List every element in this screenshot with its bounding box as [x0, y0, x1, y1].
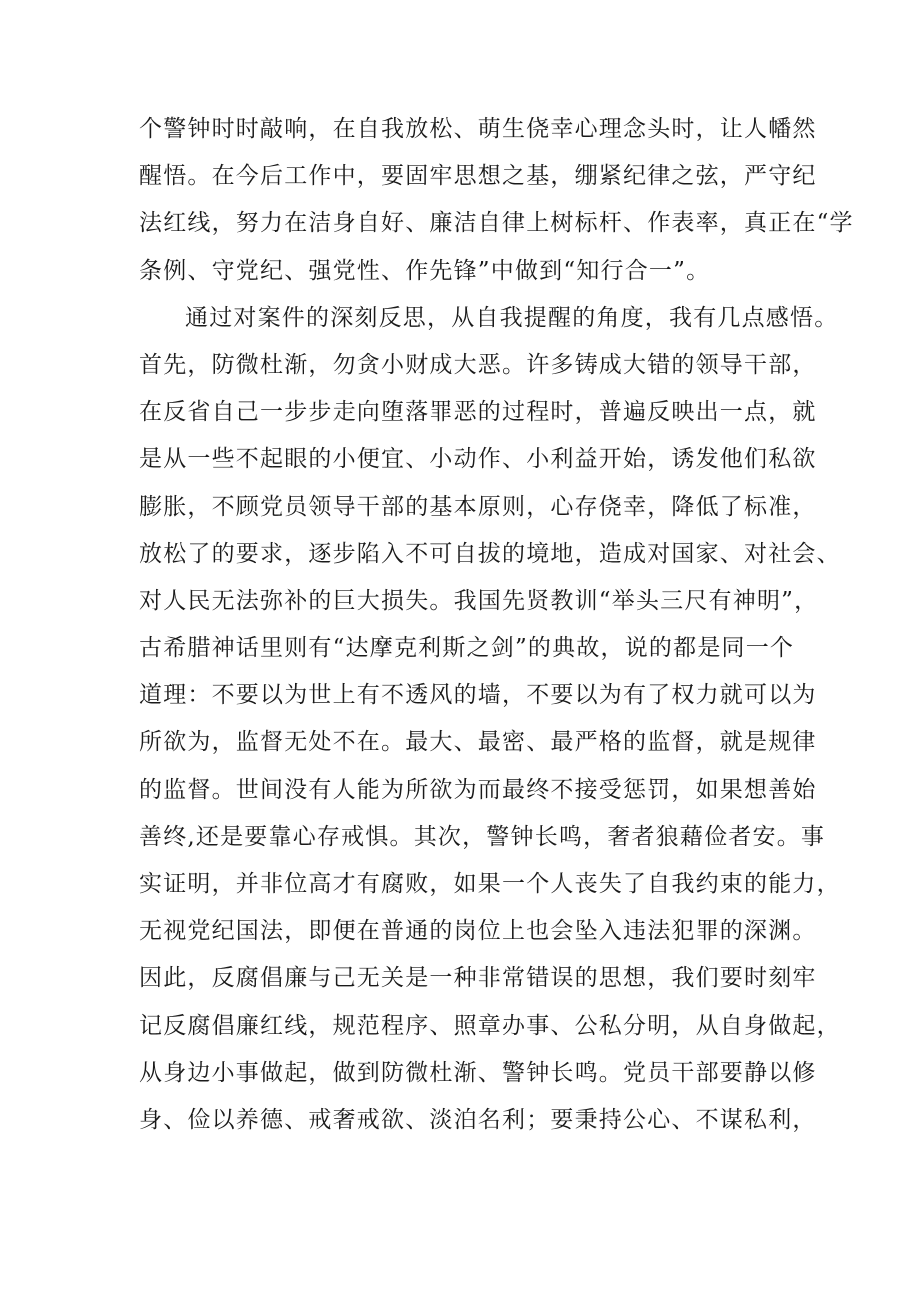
- paragraph-2: [139, 295, 841, 1144]
- paragraph-line: 是从一些不起眼的小便宜、小动作、小利益开始，诱发他们私欲: [139, 446, 817, 473]
- paragraph-line: 无视党纪国法，即便在普通的岗位上也会坠入违法犯罪的深渊。: [139, 918, 817, 945]
- paragraph-line: 法红线，努力在洁身自好、廉洁自律上树标杆、作表率，真正在“学: [139, 210, 854, 237]
- paragraph-line: 的监督。世间没有人能为所欲为而最终不接受惩罚，如果想善始: [139, 776, 817, 803]
- paragraph-1: [139, 106, 854, 295]
- paragraph-line: 道理：不要以为世上有不透风的墙，不要以为有了权力就可以为: [139, 682, 817, 709]
- paragraph-line: 记反腐倡廉红线，规范程序、照章办事、公私分明，从自身做起，: [139, 1012, 841, 1039]
- paragraph-line: 因此，反腐倡廉与己无关是一种非常错误的思想，我们要时刻牢: [139, 965, 817, 992]
- paragraph-line: 条例、守党纪、强党性、作先锋”中做到“知行合一”。: [139, 257, 711, 284]
- paragraph-line: 身、俭以养德、戒奢戒欲、淡泊名利；要秉持公心、不谋私利，: [139, 1106, 817, 1133]
- paragraph-line: 膨胀，不顾党员领导干部的基本原则，心存侥幸，降低了标准，: [139, 493, 817, 520]
- paragraph-line: 古希腊神话里则有“达摩克利斯之剑”的典故，说的都是同一个: [139, 635, 795, 662]
- paragraph-line: 对人民无法弥补的巨大损失。我国先贤教训“举头三尺有神明”，: [139, 587, 819, 614]
- paragraph-line: 通过对案件的深刻反思，从自我提醒的角度，我有几点感悟。: [185, 304, 839, 331]
- paragraph-line: 首先，防微杜渐，勿贪小财成大恶。许多铸成大错的领导干部，: [139, 351, 817, 378]
- paragraph-line: 在反省自己一步步走向堕落罪恶的过程时，普遍反映出一点，就: [139, 399, 817, 426]
- paragraph-line: 个警钟时时敲响，在自我放松、萌生侥幸心理念头时，让人幡然: [139, 116, 817, 142]
- paragraph-line: 放松了的要求，逐步陷入不可自拔的境地，造成对国家、对社会、: [139, 540, 841, 567]
- paragraph-line: 实证明，并非位高才有腐败，如果一个人丧失了自我约束的能力，: [139, 871, 841, 897]
- paragraph-line: 所欲为，监督无处不在。最大、最密、最严格的监督，就是规律: [139, 729, 817, 756]
- paragraph-line: 醒悟。在今后工作中，要固牢思想之基，绷紧纪律之弦，严守纪: [139, 163, 817, 190]
- body-text: [139, 106, 854, 1144]
- paragraph-line: 从身边小事做起，做到防微杜渐、警钟长鸣。党员干部要静以修: [139, 1059, 817, 1086]
- paragraph-line: 善终,还是要靠心存戒惧。其次，警钟长鸣，奢者狼藉俭者安。事: [139, 823, 826, 850]
